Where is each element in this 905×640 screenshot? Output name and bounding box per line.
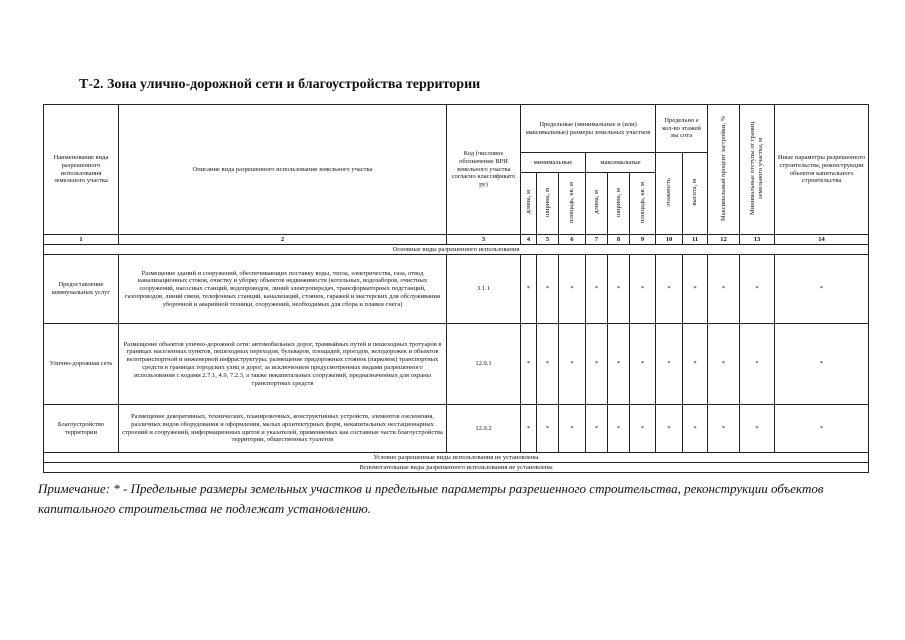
param-value: * <box>608 255 630 324</box>
column-numbers-row <box>44 235 869 245</box>
header-floors: этажность <box>656 153 683 235</box>
param-value: * <box>775 405 869 453</box>
param-value: * <box>537 255 559 324</box>
vri-code: 3.1.1 <box>447 255 521 324</box>
column-number: 11 <box>683 235 708 245</box>
vri-description: Размещение объектов улично-дорожной сети: автомобильных дорог, трамвайных путей и пешеходных тротуаров в границах населенных пунктов, пешеходных переходов, бульваров, площадей, проездов, велодорожек и объектов велотранспортной и инженерной инфраструктуры; размещение придорожных стоянок (парковок) транспортных средств в границах городских улиц и дорог, за исключением предусмотренных видами разрешенного использования с кодами 2.7.1, 4.9, 7.2.3, а также некапитальных сооружений, предназначенных для охраны транспортных средств <box>119 324 447 405</box>
column-number: 5 <box>537 235 559 245</box>
param-value: * <box>775 324 869 405</box>
header-max: максимальные <box>586 153 656 173</box>
header-floors-group: Предельно е кол-во этажей вы сота <box>656 105 708 153</box>
table-row <box>44 324 869 405</box>
page-title: Т-2. Зона улично-дорожной сети и благоустройства территории <box>79 77 481 92</box>
vri-description: Размещение декоративных, технических, планировочных, конструктивных устройств, элементов озеленения, различных видов оборудования и оформления, малых архитектурных форм, некапитальных нестационарных строений и сооружений, информационных щитов и указателей, применяемых как составные части благоустройства территории, общественных туалетов <box>119 405 447 453</box>
param-value: * <box>559 405 586 453</box>
header-vri-name: Наименование вида разрешенного использования земельного участка <box>44 105 119 235</box>
section-conditional-uses: Условно разрешенные виды использования не установлены <box>44 453 869 463</box>
param-value: * <box>608 405 630 453</box>
param-value: * <box>656 405 683 453</box>
header-plot-limits: Предельные (минимальные и (или) максимальные) размеры земельных участков <box>521 105 656 153</box>
section-auxiliary-uses: Вспомогательные виды разрешенного использования не установлены <box>44 463 869 473</box>
header-max-width: ширина, м <box>608 173 630 235</box>
header-max-percent: Максимальный процент застройки, % <box>708 105 740 235</box>
column-number: 9 <box>630 235 656 245</box>
column-number: 7 <box>586 235 608 245</box>
param-value: * <box>683 405 708 453</box>
section-main-uses: Основные виды разрешенного использования <box>44 245 869 255</box>
header-height: высота, м <box>683 153 708 235</box>
param-value: * <box>656 324 683 405</box>
param-value: * <box>708 405 740 453</box>
param-value: * <box>537 405 559 453</box>
vri-code: 12.0.1 <box>447 324 521 405</box>
header-vri-description: Описание вида разрешенного использования земельного участка <box>119 105 447 235</box>
vri-name: Улично-дорожная сеть <box>44 324 119 405</box>
header-other-params: Иные параметры разрешенного строительства, реконструкции объектов капитального строительства <box>775 105 869 235</box>
param-value: * <box>586 405 608 453</box>
header-min-width: ширина, м <box>537 173 559 235</box>
param-value: * <box>656 255 683 324</box>
header-max-area: площадь, кв. м <box>630 173 656 235</box>
header-min-length: длина, м <box>521 173 537 235</box>
header-vri-code: Код (числовое обозначение ВРИ земельного участка согласно классификато ру) <box>447 105 521 235</box>
footnote: Примечание: * - Предельные размеры земельных участков и предельные параметры разрешенного строительства, реконструкции объектов капитального строительства не подлежат установлению. <box>38 481 824 516</box>
vri-name: Предоставление коммунальных услуг <box>44 255 119 324</box>
header-min: минимальные <box>521 153 586 173</box>
table-row <box>44 255 869 324</box>
column-number: 2 <box>119 235 447 245</box>
param-value: * <box>559 255 586 324</box>
param-value: * <box>740 255 775 324</box>
vri-name: Благоустройство территории <box>44 405 119 453</box>
header-max-length: длина, м <box>586 173 608 235</box>
param-value: * <box>630 324 656 405</box>
param-value: * <box>586 324 608 405</box>
param-value: * <box>521 255 537 324</box>
param-value: * <box>521 324 537 405</box>
vri-code: 12.0.2 <box>447 405 521 453</box>
param-value: * <box>775 255 869 324</box>
column-number: 3 <box>447 235 521 245</box>
column-number: 12 <box>708 235 740 245</box>
column-number: 1 <box>44 235 119 245</box>
column-number: 4 <box>521 235 537 245</box>
param-value: * <box>683 324 708 405</box>
param-value: * <box>630 255 656 324</box>
param-value: * <box>708 255 740 324</box>
vri-description: Размещение зданий и сооружений, обеспечивающих поставку воды, тепла, электричества, газа, отвод канализационных стоков, очистку и уборку объектов недвижимости (котельных, водозаборов, очистных сооружений, насосных станций, водопроводов, линий электропередач, трансформаторных подстанций, газопроводов, линий связи, телефонных станций, канализаций, стоянок, гаражей и мастерских для обслуживания уборочной и аварийной техники, сооружений, необходимых для сбора и плавки снега) <box>119 255 447 324</box>
param-value: * <box>683 255 708 324</box>
header-min-area: площадь, кв. м <box>559 173 586 235</box>
param-value: * <box>630 405 656 453</box>
regulations-table <box>43 104 869 473</box>
header-min-offset: Минимальные отступы от границ земельного участка, м <box>740 105 775 235</box>
param-value: * <box>559 324 586 405</box>
param-value: * <box>740 405 775 453</box>
param-value: * <box>708 324 740 405</box>
param-value: * <box>740 324 775 405</box>
param-value: * <box>537 324 559 405</box>
column-number: 6 <box>559 235 586 245</box>
column-number: 14 <box>775 235 869 245</box>
param-value: * <box>608 324 630 405</box>
column-number: 10 <box>656 235 683 245</box>
table-row <box>44 405 869 453</box>
column-number: 8 <box>608 235 630 245</box>
param-value: * <box>521 405 537 453</box>
param-value: * <box>586 255 608 324</box>
column-number: 13 <box>740 235 775 245</box>
